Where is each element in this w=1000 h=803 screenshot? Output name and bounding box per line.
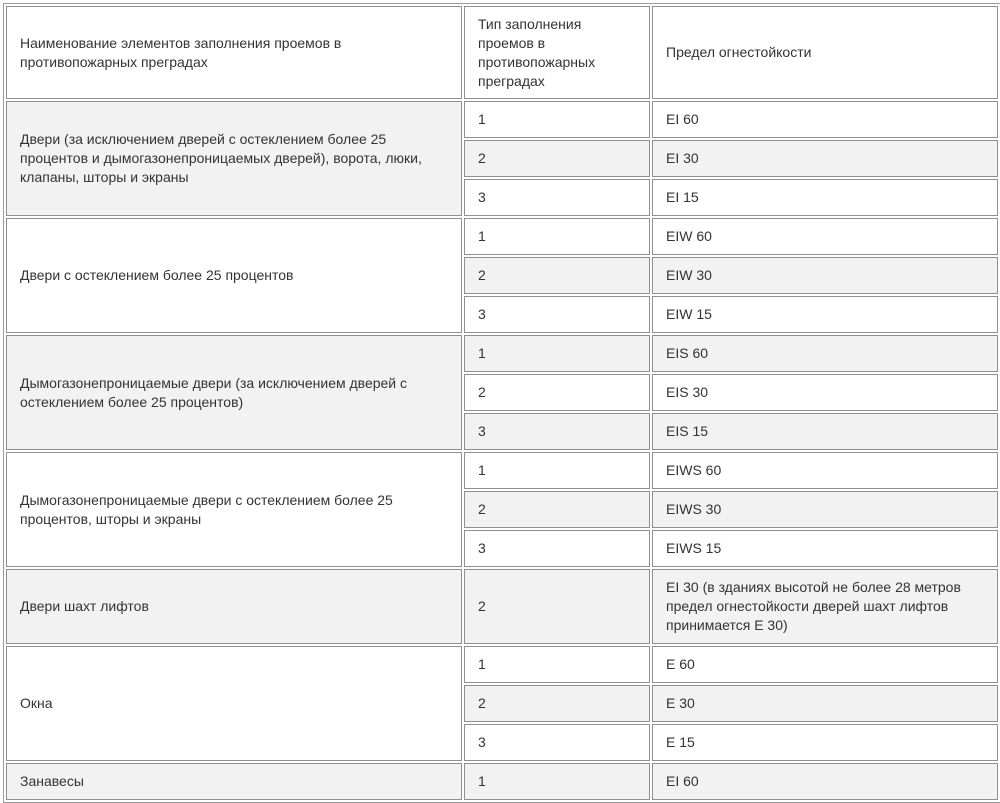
header-fire-limit: Предел огнестойкости: [652, 6, 998, 99]
limit-cell: Е 15: [652, 724, 998, 761]
header-fill-type: Тип заполнения проемов в противопожарных преградах: [464, 6, 650, 99]
limit-cell: EI 30 (в зданиях высотой не более 28 метров предел огнестойкости дверей шахт лифтов принимается Е 30): [652, 569, 998, 644]
limit-cell: Е 30: [652, 685, 998, 722]
limit-cell: EIS 60: [652, 335, 998, 372]
type-cell: 2: [464, 569, 650, 644]
limit-cell: EI 30: [652, 140, 998, 177]
limit-cell: EIW 60: [652, 218, 998, 255]
table-row: [6, 646, 998, 683]
limit-cell: Е 60: [652, 646, 998, 683]
header-element-name: Наименование элементов заполнения проемов в противопожарных преградах: [6, 6, 462, 99]
table-row: [6, 569, 998, 644]
limit-cell: EIS 15: [652, 413, 998, 450]
limit-cell: EIWS 15: [652, 530, 998, 567]
table-row: [6, 335, 998, 372]
limit-cell: EIW 30: [652, 257, 998, 294]
type-cell: 2: [464, 257, 650, 294]
type-cell: 1: [464, 218, 650, 255]
group-name-cell: Занавесы: [6, 763, 462, 800]
group-name-cell: Дымогазонепроницаемые двери с остеклением более 25 процентов, шторы и экраны: [6, 452, 462, 567]
type-cell: 3: [464, 413, 650, 450]
type-cell: 3: [464, 724, 650, 761]
type-cell: 1: [464, 101, 650, 138]
fire-resistance-table: [3, 3, 1000, 803]
type-cell: 1: [464, 335, 650, 372]
table-row: [6, 763, 998, 800]
group-name-cell: Двери шахт лифтов: [6, 569, 462, 644]
table-row: [6, 218, 998, 255]
group-name-cell: Дымогазонепроницаемые двери (за исключением дверей с остеклением более 25 процентов): [6, 335, 462, 450]
group-name-cell: Двери с остеклением более 25 процентов: [6, 218, 462, 333]
limit-cell: EIWS 30: [652, 491, 998, 528]
type-cell: 1: [464, 763, 650, 800]
limit-cell: EIWS 60: [652, 452, 998, 489]
table-row: [6, 101, 998, 138]
group-name-cell: Окна: [6, 646, 462, 761]
limit-cell: EI 60: [652, 763, 998, 800]
group-name-cell: Двери (за исключением дверей с остеклением более 25 процентов и дымогазонепроницаемых дверей), ворота, люки, клапаны, шторы и экраны: [6, 101, 462, 216]
type-cell: 2: [464, 140, 650, 177]
table-row: [6, 452, 998, 489]
type-cell: 1: [464, 646, 650, 683]
type-cell: 3: [464, 530, 650, 567]
type-cell: 2: [464, 491, 650, 528]
limit-cell: EI 15: [652, 179, 998, 216]
type-cell: 1: [464, 452, 650, 489]
limit-cell: EIS 30: [652, 374, 998, 411]
limit-cell: EI 60: [652, 101, 998, 138]
limit-cell: EIW 15: [652, 296, 998, 333]
type-cell: 3: [464, 296, 650, 333]
type-cell: 2: [464, 685, 650, 722]
type-cell: 3: [464, 179, 650, 216]
table-header-row: [6, 6, 998, 99]
type-cell: 2: [464, 374, 650, 411]
